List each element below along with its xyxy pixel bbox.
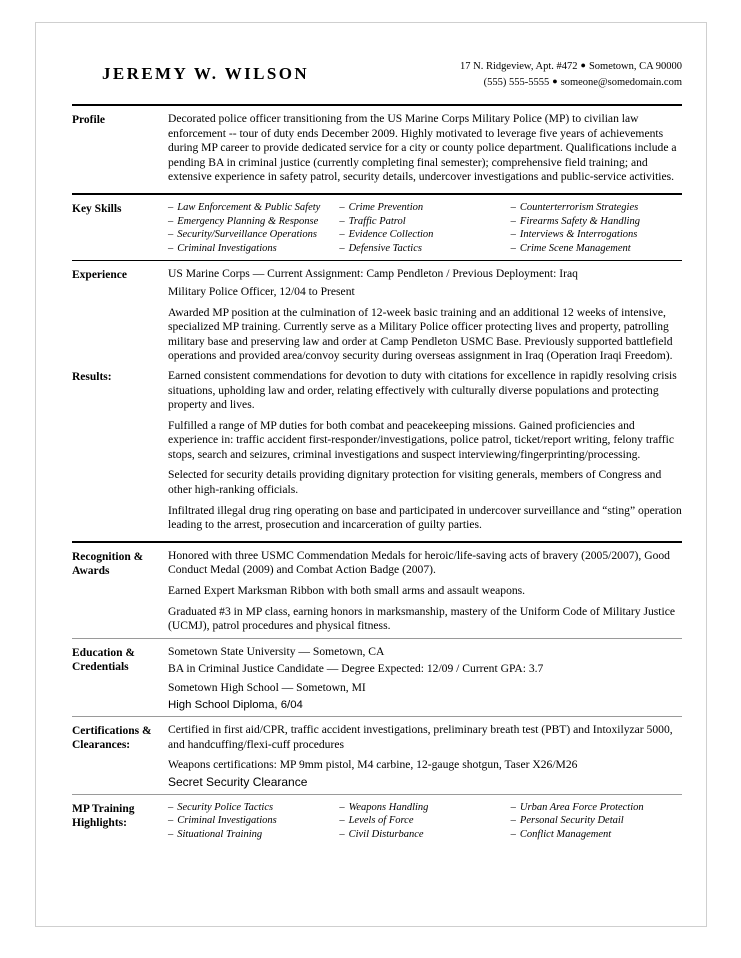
section-certifications <box>72 717 682 793</box>
contact-city: Sometown, CA 90000 <box>588 61 682 72</box>
section-label-mp-training: MP Training Highlights: <box>72 802 135 829</box>
contact-line-2 <box>460 74 682 90</box>
mp-training-item: – Levels of Force <box>339 815 414 827</box>
education-highschool: Sometown High School — Sometown, MI <box>168 681 366 694</box>
contact-address: 17 N. Ridgeview, Apt. #472 <box>460 61 578 72</box>
education-school: Sometown State University — Sometown, CA <box>168 644 385 658</box>
mp-training-item: – Urban Area Force Protection <box>510 801 644 813</box>
key-skill-item: – Law Enforcement & Public Safety <box>168 201 321 213</box>
education-highschool-diploma: High School Diploma, 6/04 <box>168 698 303 711</box>
section-label-results: Results: <box>72 370 112 383</box>
key-skill-item: – Evidence Collection <box>339 229 434 241</box>
mp-training-grid <box>168 795 682 847</box>
section-label-profile: Profile <box>72 114 105 126</box>
mp-training-item: – Weapons Handling <box>339 801 429 813</box>
results-paragraph: Selected for security details providing dignitary protection for visiting generals, members of Congress and other high-ranking officials. <box>168 468 662 497</box>
section-mp-training <box>72 795 682 851</box>
mp-training-item: – Criminal Investigations <box>168 815 277 827</box>
experience-title: Military Police Officer, 12/04 to Present <box>168 284 355 298</box>
experience-description: Awarded MP position at the culmination of 12-week basic training and an additional 12 weeks of intensive, specialized MP training. Currently serve as a Military Police officer protecting lives and property, patrolling military base and preserving law and order at Camp Pendleton USMC Base. Previously supported battlefield operations and provided area/convoy security during overseas assignment in Iraq (Operation Iraqi Freedom). <box>168 305 673 363</box>
key-skill-item: – Emergency Planning & Response <box>168 215 319 227</box>
section-education <box>72 639 682 716</box>
section-experience <box>72 261 682 368</box>
contact-line-1 <box>460 58 682 74</box>
experience-employer: US Marine Corps — Current Assignment: Camp Pendleton / Previous Deployment: Iraq <box>168 267 578 281</box>
results-paragraph: Fulfilled a range of MP duties for both combat and peacekeeping missions. Gained proficiencies and experience in: traffic accident first-responder/investigations, police patrol, ticket/report writing, felony traffic stops, search and seizures, criminal investigations and suspect interviewing/fingerprinting/processing. <box>168 418 674 461</box>
section-body-profile <box>168 106 682 189</box>
results-paragraph: Infiltrated illegal drug ring operating on base and participated in undercover surveillance and “sting” operation leading to the arrest, prosecution and incarceration of guilty parties. <box>168 503 682 532</box>
candidate-name: JEREMY W. WILSON <box>102 64 310 83</box>
section-profile <box>72 106 682 189</box>
mp-training-item: – Security Police Tactics <box>168 801 274 813</box>
section-key-skills <box>72 195 682 260</box>
weapons-certifications: Weapons certifications: MP 9mm pistol, M4 carbine, 12-gauge shotgun, Taser X26/M26 <box>168 758 578 772</box>
section-body-key-skills <box>168 195 682 260</box>
award-paragraph: Earned Expert Marksman Ribbon with both small arms and assault weapons. <box>168 584 526 598</box>
mp-training-item: – Civil Disturbance <box>339 828 424 840</box>
section-label-recognition-awards: Recognition & Awards <box>72 550 144 577</box>
contact-phone: (555) 555-5555 <box>483 77 550 88</box>
mp-training-item: – Situational Training <box>168 828 263 840</box>
bullet-separator-icon-2: ● <box>552 76 558 86</box>
section-body-education <box>168 639 682 716</box>
resume-sheet <box>35 22 707 927</box>
contact-email[interactable]: someone@somedomain.com <box>560 77 682 88</box>
section-body-certifications <box>168 717 682 793</box>
key-skill-item: – Defensive Tactics <box>339 242 422 254</box>
mp-training-column-1 <box>168 801 339 842</box>
key-skill-item: – Security/Surveillance Operations <box>168 229 317 241</box>
section-body-results <box>168 368 682 537</box>
key-skills-grid <box>168 195 682 260</box>
section-label-certifications: Certifications & Clearances: <box>72 725 152 752</box>
certification-paragraph: Certified in first aid/CPR, traffic accident investigations, preliminary breath test (PBT) and Intoxilyzar 5000, and handcuffing/flexi-cuff procedures <box>168 723 673 751</box>
section-results <box>72 368 682 537</box>
award-paragraph: Graduated #3 in MP class, earning honors in marksmanship, mastery of the Uniform Code of Military Justice (UCMJ), patrol procedures and physical fitness. <box>168 604 676 633</box>
mp-training-item: – Conflict Management <box>510 828 612 840</box>
section-label-key-skills: Key Skills <box>72 202 122 215</box>
key-skill-item: – Traffic Patrol <box>339 215 406 227</box>
key-skill-item: – Criminal Investigations <box>168 242 277 254</box>
section-label-education: Education & Credentials <box>72 646 135 673</box>
section-body-recognition-awards <box>168 543 682 638</box>
award-paragraph: Honored with three USMC Commendation Medals for heroic/life-saving acts of bravery (2005/2007), Good Conduct Medal (2009) and Combat Action Badge (2007). <box>168 548 670 577</box>
key-skill-item: – Interviews & Interrogations <box>510 229 638 241</box>
results-paragraph: Earned consistent commendations for devotion to duty with citations for excellence in rapidly resolving crisis situations, upholding law and order, relating effectively with culturally diverse populations and protecting property and lives. <box>168 368 677 412</box>
mp-training-column-3 <box>511 801 682 842</box>
security-clearance: Secret Security Clearance <box>168 774 308 789</box>
key-skills-column-2 <box>339 201 510 255</box>
section-body-mp-training <box>168 795 682 851</box>
bullet-separator-icon: ● <box>580 60 586 70</box>
mp-training-column-2 <box>339 801 510 842</box>
contact-block <box>460 58 682 90</box>
mp-training-item: – Personal Security Detail <box>510 815 624 827</box>
resume-header <box>72 58 682 100</box>
key-skill-item: – Firearms Safety & Handling <box>510 215 640 227</box>
key-skill-item: – Crime Scene Management <box>510 242 631 254</box>
profile-paragraph: Decorated police officer transitioning from the US Marine Corps Military Police (MP) to civilian law enforcement -- tour of duty ends December 2009. Highly motivated to leverage five years of achievements during MP career to provide dedicated service for a city or county police department. Qualifications include a pending BA in criminal justice (currently completing final semester); comprehensive field training; and extensive experience in safety patrol, security details, undercover investigations and public-service activities. <box>168 112 677 184</box>
key-skills-column-3 <box>511 201 682 255</box>
section-body-experience <box>168 261 682 368</box>
section-recognition-awards <box>72 543 682 638</box>
resume-content <box>72 58 682 850</box>
education-degree: BA in Criminal Justice Candidate — Degree Expected: 12/09 / Current GPA: 3.7 <box>168 662 544 676</box>
key-skill-item: – Counterterrorism Strategies <box>510 201 639 213</box>
section-label-experience: Experience <box>72 269 127 282</box>
key-skills-column-1 <box>168 201 339 255</box>
key-skill-item: – Crime Prevention <box>339 201 424 213</box>
